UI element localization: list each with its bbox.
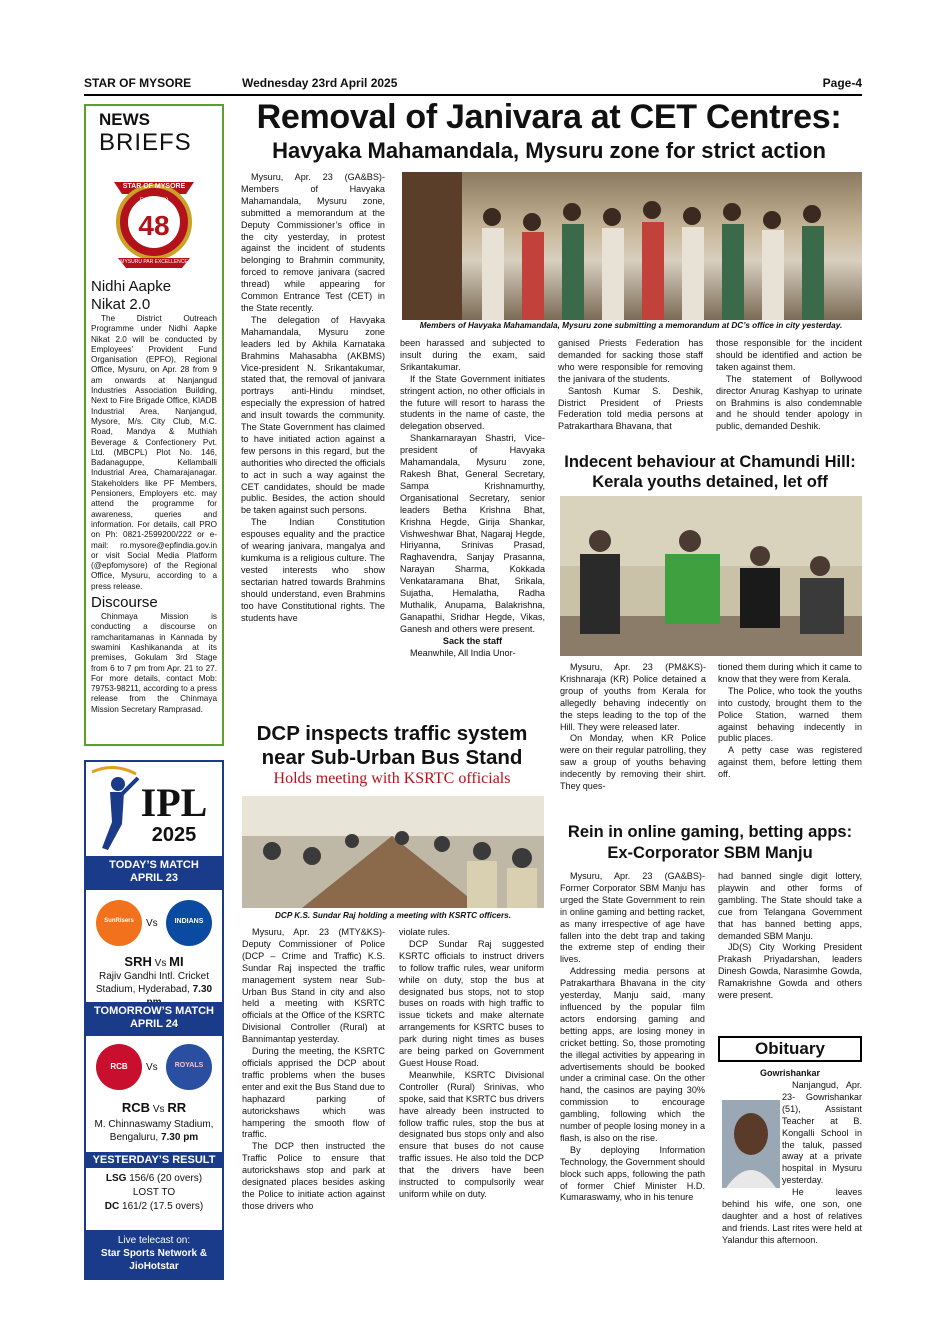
- chamundi-col1: [560, 662, 706, 793]
- today-vs: Vs: [146, 918, 158, 929]
- janivara-subhead: Havyaka Mahamandala, Mysuru zone for strict action: [272, 138, 826, 163]
- chamundi-para-3: tioned them during which it came to know that they were from Kerala.: [718, 662, 862, 684]
- badge-top-text: STAR OF MYSORE: [122, 183, 186, 190]
- obituary-name: Gowrishankar: [759, 1068, 821, 1078]
- dcp-col1: [242, 927, 385, 1213]
- gaming-para-5: JD(S) City Working President Prakash Priyadarshan, leaders Dinesh Gowda, Narasimhe Gowda, Ramakrishne Gowda and others were present.: [718, 942, 862, 1001]
- group-photo-illustration: [402, 172, 862, 320]
- janivara-col1: [241, 172, 385, 624]
- dcp-photo: [242, 796, 544, 908]
- janivara-col4: [716, 338, 862, 433]
- news-briefs-box: [84, 104, 224, 746]
- gaming-col2: [718, 871, 862, 1002]
- janivara-para-6: Shankarnarayan Shastri, Vice-president of Havyaka Mahamandala, Mysuru zone, Rakesh Bhat, General Secretary, Sampa Krishnamurthy, Organisational Secretary, senior leaders Betha Krishna Bhat, Krishna Hegde, Girija Shankar, Vishweshwar Bhat, Nagaraj Hegde, Hiriyanna, Srinivas Prasad, Raghavendra, Sanjay Prasanna, Narayan Sharma, Kokkada Venkataramana Bhat, Srikala, Sujatha, Hemalatha, Radha Muthalik, Anupama, Balakrishna, Ganapathi, Sridhar Hegde, Vikas, Ganesh and others were present.: [400, 433, 545, 634]
- gaming-headline: Rein in online gaming, betting apps: Ex-Corporator SBM Manju: [567, 823, 853, 862]
- paper-name: STAR OF MYSORE: [84, 76, 192, 90]
- janivara-para-11: The statement of Bollywood director Anurag Kashyap to urinate on Brahmins is also condemnable and he should tender apology in public, demanded Deshik.: [716, 373, 862, 432]
- dcp-col2: [399, 927, 544, 1201]
- janivara-para-3: The Indian Constitution espouses equality and the practice of wearing janivara, mangalya and kumkuma is a religious culture. The vested interests who show sectarian hatred towards Brahmins should understand, even Brahmins too have Constitutional rights. The students have: [241, 517, 385, 623]
- dcp-para-3: The DCP then instructed the Traffic Police to ensure that autorickshaws stop and park at designated places besides asking the Police to initiate action against those drivers who: [242, 1141, 385, 1211]
- brief-title-2: Discourse: [91, 594, 158, 612]
- anniversary-badge: [91, 162, 217, 274]
- dcp-para-5: DCP Sundar Raj suggested KSRTC officials to instruct drivers to follow traffic rules, wear uniform while on duty, stop the bus at designated bus stops, not to stop buses on roads with high traffic to issue tickets and make alternate arrangements for KSRTC buses to park during night times as buses are being parked on Government Guest House Road.: [399, 938, 544, 1068]
- tomorrow-teams: RCB Vs RR: [121, 1100, 187, 1115]
- youths-photo-illustration: [560, 496, 862, 656]
- obituary-photo-space: [722, 1080, 782, 1190]
- janivara-para-10: those responsible for the incident should be identified and action be taken against them.: [716, 338, 862, 372]
- srh-logo-text: SunRisers: [104, 918, 134, 924]
- obituary-para-1: Nanjangud, Apr. 23- Gowrishankar (51), Assistant Teacher at B. Kongalli School in the taluk, passed away at a private hospital in Mysuru yesterday.: [782, 1080, 862, 1186]
- yesterday-result-heading: YESTERDAY’S RESULT: [86, 1152, 222, 1168]
- meeting-photo-illustration: [242, 796, 544, 908]
- issue-date: Wednesday 23rd April 2025: [242, 76, 398, 90]
- rr-logo-text: ROYALS: [174, 1062, 204, 1069]
- janivara-col2: [400, 338, 545, 659]
- dcp-subhead: Holds meeting with KSRTC officials: [273, 770, 511, 787]
- brief-text-2: Chinmaya Mission is conducting a discourse on ramcharitamanas in Kannada by swamini Kashikananda at its premises, Gokulam 3rd Stage from 6 to 7 pm from Apr. 21 to 27. For more details, contact Mob: 79753-98211, according to a press release from the Chinmaya Mission Secretary Ramprasad.: [91, 612, 217, 714]
- janivara-para-2: The delegation of Havyaka Mahamandala, Mysuru zone leaders led by Akhila Karnataka Brahmins Mahasabha (AKBMS) Vice-president N. Srikantakumar, stated that, the removal of janivara portrays anti-Hindu mindset, especially the expression of hatred and insult towards the community. The State Government has claimed to have initiated action against a few persons in this regard, but the authorities who directed the officials to act in such a way against the CET candidates, should be made public. Besides, the action should be taken against such persons.: [241, 314, 385, 516]
- gaming-para-3: By deploying Information Technology, the Government should block such apps, following the path of former Chief Minister H.D. Kumaraswamy, who in his tenure: [560, 1144, 705, 1203]
- chamundi-para-2: On Monday, when KR Police were on their regular patrolling, they saw a group of youths behaving indecently by removing their shirt. They ques-: [560, 733, 706, 792]
- janivara-para-8: ganised Priests Federation has demanded for sacking those staff who were responsible for removing the janivara of the students.: [558, 338, 703, 384]
- chamundi-para-4: The Police, who took the youths into custody, brought them to the Police Station, warned them against behaving indecently in public places.: [718, 685, 862, 744]
- gaming-col1: [560, 871, 705, 1204]
- rcb-logo-text: RCB: [110, 1062, 128, 1071]
- mi-logo-text: INDIANS: [174, 918, 204, 925]
- dcp-para-1: Mysuru, Apr. 23 (MTY&KS)- Deputy Commissioner of Police (DCP – Crime and Traffic) K.S. Sundar Raj inspected the traffic management system near Sub-Urban Bus Stand in city and also held a meeting with KSRTC officials at the Office of the KSRTC Divisional Controller (Rural) at Bannimantap yesterday.: [242, 927, 385, 1045]
- janivara-para-1: Mysuru, Apr. 23 (GA&BS)- Members of Havyaka Mahamandala, Mysuru zone, submitted a memorandum at the Deputy Commissioner’s office in the city yesterday, in protest against the incident of students belonging to Brahmin community, forced to remove janivara (sacred thread) while appearing for Common Entrance Test (CET) in the State recently.: [241, 172, 385, 313]
- today-venue: Rajiv Gandhi Intl. Cricket Stadium, Hyderabad, 7.30: [95, 971, 213, 995]
- dcp-para-2: During the meeting, the KSRTC officials apprised the DCP about traffic problems when the buses enter and exit the Bus Stand due to haphazard parking of autorickshaws which was hampering the smooth flow of traffic.: [242, 1046, 385, 1140]
- chamundi-para-1: Mysuru, Apr. 23 (PM&KS)- Krishnaraja (KR) Police detained a group of youths from Kerala for allegedly behaving indecently on the steps leading to the top of the Hill. They were released later.: [560, 662, 706, 732]
- today-match-date: APRIL 23: [129, 872, 179, 884]
- gaming-para-2: Addressing media persons at Patrakarthara Bhavana in the city yesterday, Manju said, many influenced by the popular film actors endorsing gaming and betting apps, are losing money in cricket betting. So, those promoting the illegal activities by appearing in advertisements should be booked under a criminal case. On the other hand, the casinos are paying 30% commission to encourage gambling, following which the number of people losing money in a flash, is also on the rise.: [560, 966, 705, 1143]
- dcp-caption: DCP K.S. Sundar Raj holding a meeting with KSRTC officers.: [275, 911, 511, 920]
- briefs-news-label: NEWS: [99, 110, 150, 129]
- header-rule: [84, 94, 862, 96]
- janivara-headline: Removal of Janivara at CET Centres:: [256, 98, 842, 136]
- chamundi-para-5: A petty case was registered against them, before letting them off.: [718, 745, 862, 780]
- dcp-para-4: violate rules.: [399, 927, 451, 937]
- tomorrow-match-band: [86, 1002, 222, 1036]
- janivara-para-7: Meanwhile, All India Unor-: [410, 647, 516, 658]
- janivara-para-4: been harassed and subjected to insult during the exam, said Srikantakumar.: [400, 338, 545, 372]
- today-match-heading: TODAY’S MATCH: [109, 859, 199, 871]
- chamundi-headline: Indecent behaviour at Chamundi Hill: Kerala youths detained, let off: [564, 453, 856, 491]
- chamundi-col2: [718, 662, 862, 781]
- badge-bottom-text: MYSURU PAR EXCELLENCE: [120, 259, 188, 265]
- ipl-year: 2025: [151, 824, 197, 846]
- tomorrow-logos: [86, 1040, 222, 1100]
- today-match-band: [86, 856, 222, 890]
- janivara-col3: [558, 338, 703, 433]
- gaming-para-4: had banned single digit lottery, playwin and other forms of gambling. The State should take a cue from Telangana Government that has banned betting apps, demanded SBM Manju.: [718, 871, 862, 941]
- brief-title-1: Nidhi Aapke Nikat 2.0: [91, 278, 172, 313]
- page-number: Page-4: [822, 76, 862, 90]
- janivara-caption: Members of Havyaka Mahamandala, Mysuru zone submitting a memorandum at DC’s office in city yesterday.: [419, 321, 843, 330]
- janivara-photo: [402, 172, 862, 320]
- dcp-headline: DCP inspects traffic system near Sub-Urban Bus Stand: [256, 722, 528, 769]
- janivara-subhead-sack: Sack the staff: [442, 635, 503, 646]
- yesterday-result: LSG 156/6 (20 overs) LOST TO DC 161/2 (17.5 overs): [104, 1173, 204, 1212]
- badge-estd-text: Estd. 1978: [139, 198, 169, 204]
- dcp-para-6: Meanwhile, KSRTC Divisional Controller (Rural) Srinivas, who spoke, said that KSRTC bus drivers have already been instructed to follow traffic rules, stop the bus at designated bus stops only and also ensure that buses do not cause traffic issues. He also told the DCP that the drivers have been instructed to compulsorily wear uniform while on duty.: [399, 1069, 544, 1199]
- janivara-para-9: Santosh Kumar S. Deshik, District President of Priests Federation told media persons at Patrakarthara Bhavana, that: [558, 385, 703, 432]
- brief-text-1: The District Outreach Programme under Nidhi Aapke Nikat 2.0 will be conducted by Employees’ Provident Fund Organisation (EPFO), Regional Office, Mysuru, on Apr. 28 from 9 am onwards at Nanjangud Industries Association Building, Next to Fire Brigade Office, KIADB Industrial Area, Nanjangud, Mysore, M/s. City Club, M.C. Road, Mandya & Muthiah Beverage & Confectionery Pvt. Ltd. (MBCPL) Plot No. 146, Badanaguppe, Kellamballi Industrial Area, Chamarajanagar. Stakeholders like PF Members, Pensioners, Employers etc. may attend the programme for awareness, queries and information. For details, call PRO on Ph: 0821-2599200/222 or e-mail: ro.mysore@epfindia.gov.in or visit Social Media Platform (@epfomysore) of the Regional Office, Mysuru, according to a press release.: [91, 314, 217, 591]
- tomorrow-match-heading: TOMORROW’S MATCH: [94, 1005, 214, 1017]
- obituary-para-2: He leaves behind his wife, one son, one daughter and a host of relatives and friends. Last rites were held at Yalandur this afternoon.: [722, 1187, 862, 1245]
- badge-number: 48: [138, 210, 170, 241]
- telecast-band: Live telecast on: Star Sports Network & JioHotstar: [86, 1230, 222, 1278]
- briefs-label: BRIEFS: [99, 129, 192, 156]
- ipl-title: IPL: [140, 780, 208, 825]
- obituary-heading: Obituary: [718, 1036, 862, 1062]
- today-logos: [86, 896, 222, 956]
- gaming-para-1: Mysuru, Apr. 23 (GA&BS)- Former Corporator SBM Manju has urged the State Government to rein in online gaming and betting racket, as many irrespective of age have fallen into the debt trap and taking the extreme step of ending their lives.: [560, 871, 705, 965]
- tomorrow-venue: M. Chinnaswamy Stadium, Bengaluru, 7.30 pm: [94, 1119, 214, 1143]
- tomorrow-vs: Vs: [146, 1062, 158, 1073]
- chamundi-photo: [560, 496, 862, 656]
- obituary-body: [722, 1080, 862, 1247]
- janivara-para-5: If the State Government initiates stringent action, no other officials in the future will resort to harass the students in the name of caste, the delegation observed.: [400, 373, 545, 432]
- tomorrow-match-date: APRIL 24: [129, 1018, 179, 1030]
- ipl-box: [84, 760, 224, 1280]
- today-teams: SRH Vs MI: [124, 954, 184, 969]
- page-header: [84, 76, 862, 93]
